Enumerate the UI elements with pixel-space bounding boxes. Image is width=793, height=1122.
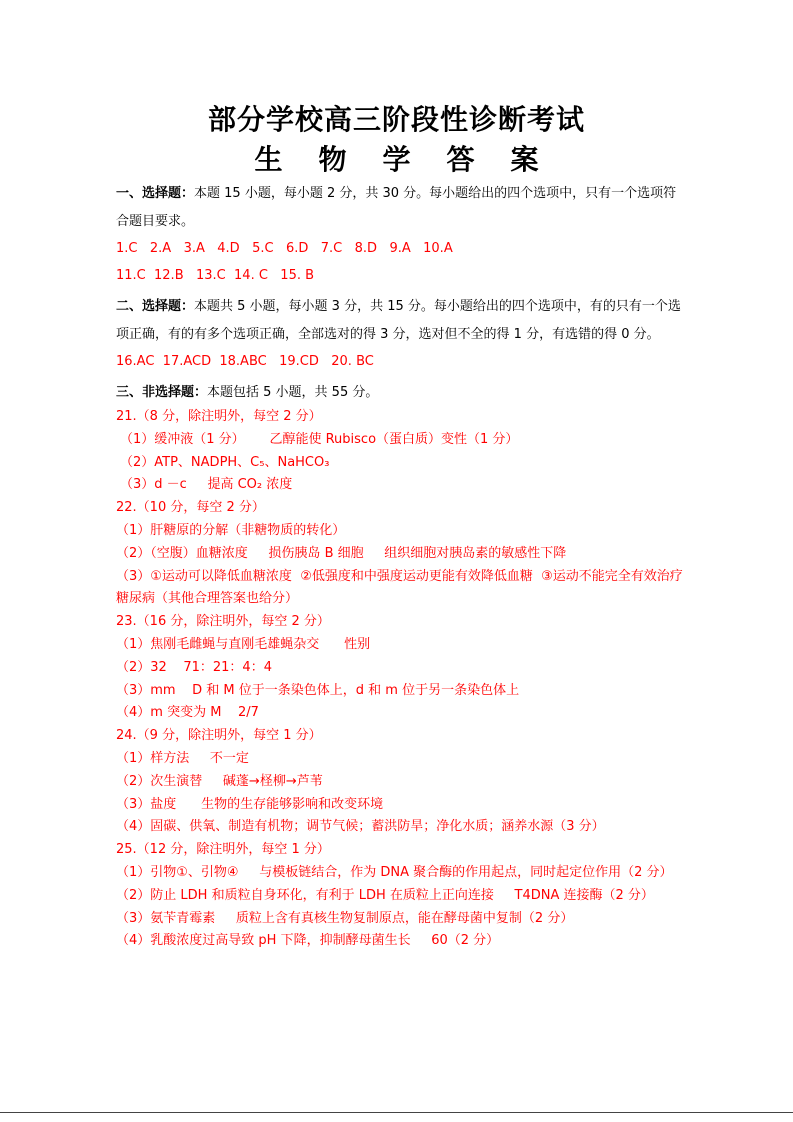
q25-line4: （4）乳酸浓度过高导致 pH 下降，抑制酵母菌生长 60（2 分） (116, 933, 500, 949)
question-25 (116, 839, 684, 953)
q25-line3: （3）氨苄青霉素 质粒上含有真核生物复制原点，能在酵母菌中复制（2 分） (116, 910, 574, 926)
q24-line2: （2）次生演替 碱蓬→柽柳→芦苇 (116, 773, 323, 789)
q23-line4: （4）m 突变为 M 2/7 (116, 705, 259, 721)
q24-line4: （4）固碳、供氧、制造有机物；调节气候；蓄洪防旱；净化水质；涵养水源（3 分） (116, 819, 605, 835)
section1-heading: 一、选择题： (116, 186, 195, 201)
question-22 (116, 497, 684, 611)
section3-text: 本题包括 5 小题，共 55 分。 (207, 385, 379, 400)
section2-answers: 16.AC 17.ACD 18.ABC 19.CD 20. BC (116, 354, 374, 369)
q24-head: 24.（9 分，除注明外，每空 1 分） (116, 728, 322, 744)
q22-line2: （2）（空腹）血糖浓度 损伤胰岛 B 细胞 组织细胞对胰岛素的敏感性下降 (116, 545, 567, 561)
section1-answers-row1: 1.C 2.A 3.A 4.D 5.C 6.D 7.C 8.D 9.A 10.A (116, 241, 453, 256)
question-21 (116, 406, 684, 497)
section2-text: 本题共 5 小题，每小题 3 分，共 15 分。每小题给出的四个选项中，有的只有一个选项正确，有的有多个选项正确，全部选对的得 3 分，选对但不全的得 1 分，有选错的得 0 分。 (116, 299, 681, 342)
q21-head: 21.（8 分，除注明外，每空 2 分） (116, 409, 322, 424)
section1-text: 本题 15 小题，每小题 2 分，共 30 分。每小题给出的四个选项中，只有一个选项符合题目要求。 (116, 186, 677, 229)
q24-line3: （3）盐度 生物的生存能够影响和改变环境 (116, 796, 384, 812)
section3-heading: 三、非选择题： (116, 385, 208, 400)
q22-head: 22.（10 分，每空 2 分） (116, 500, 265, 516)
section3-intro (116, 379, 684, 406)
question-23 (116, 611, 684, 725)
answer-content (116, 180, 684, 953)
page-bottom-divider (0, 1112, 793, 1113)
section1-intro (116, 180, 684, 235)
q23-line3: （3）mm D 和 M 位于一条染色体上，d 和 m 位于另一条染色体上 (116, 682, 520, 698)
page-title: 部分学校高三阶段性诊断考试 (207, 103, 585, 136)
section1-answers-row2: 11.C 12.B 13.C 14. C 15. B (116, 268, 315, 283)
page-subtitle: 生物学答案 (254, 143, 575, 176)
q21-line1: （1）缓冲液（1 分） 乙醇能使 Rubisco（蛋白质）变性（1 分） (120, 431, 519, 447)
q25-line1: （1）引物①、引物④ 与模板链结合，作为 DNA 聚合酶的作用起点，同时起定位作用（2 分） (116, 864, 673, 880)
q25-head: 25.（12 分，除注明外，每空 1 分） (116, 842, 330, 858)
q23-line1: （1）焦刚毛雌蝇与直刚毛雄蝇杂交 性别 (116, 636, 371, 652)
q25-line2: （2）防止 LDH 和质粒自身环化，有利于 LDH 在质粒上正向连接 T4DNA 连接酶（2 分） (116, 887, 654, 903)
q22-line1: （1）肝糖原的分解（非糖物质的转化） (116, 522, 346, 538)
q21-line2: （2）ATP、NADPH、C₅、NaHCO₃ (120, 454, 330, 470)
section2-intro (116, 293, 684, 348)
question-24 (116, 725, 684, 839)
q23-line2: （2）32 71：21：4：4 (116, 659, 272, 675)
section2-heading: 二、选择题： (116, 299, 195, 314)
q21-line3: （3）d －c 提高 CO₂ 浓度 (120, 477, 293, 493)
q24-line1: （1）样方法 不一定 (116, 750, 249, 766)
q23-head: 23.（16 分，除注明外，每空 2 分） (116, 614, 330, 630)
q22-line3: （3）①运动可以降低血糖浓度 ②低强度和中强度运动更能有效降低血糖 ③运动不能完全有效治疗糖尿病（其他合理答案也给分） (116, 568, 683, 607)
